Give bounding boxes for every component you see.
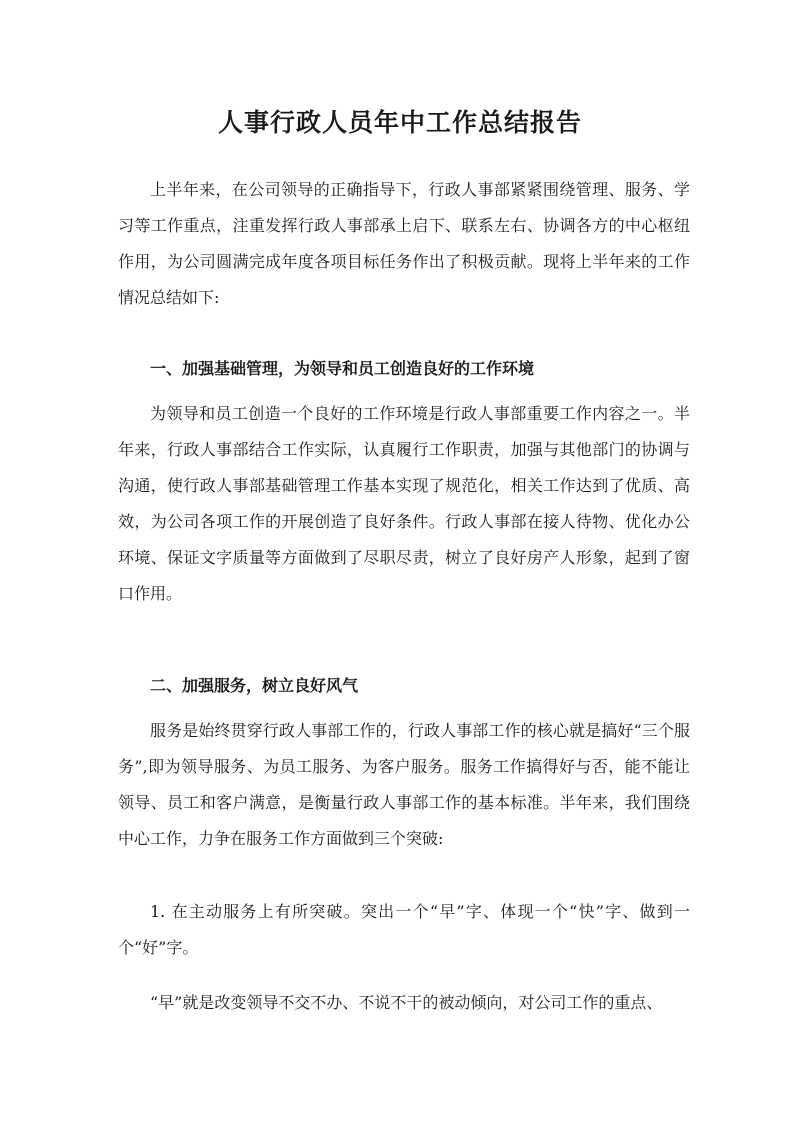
section-heading-2: 二、加强服务，树立良好风气 [150,676,359,695]
section-1-paragraph: 为领导和员工创造一个良好的工作环境是行政人事部重要工作内容之一。半年来，行政人事部结合工作实际，认真履行工作职责，加强与其他部门的协调与沟通，使行政人事部基础管理工作基本实现了规范化，相关工作达到了优质、高效，为公司各项工作的开展创造了良好条件。行政人事部在接人待物、优化办公环境、保证文字质量等方面做到了尽职尽责，树立了良好房产人形象，起到了窗口作用。 [118,404,690,603]
section-2-paragraph: 服务是始终贯穿行政人事部工作的，行政人事部工作的核心就是搞好“三个服务”,即为领导服务、为员工服务、为客户服务。服务工作搞得好与否，能不能让领导、员工和客户满意，是衡量行政人事部工作的基本标准。半年来，我们围绕中心工作，力争在服务工作方面做到三个突破: [118,721,690,848]
section-heading-1: 一、加强基础管理，为领导和员工创造良好的工作环境 [150,359,535,378]
list-item-1: 1. 在主动服务上有所突破。突出一个“早”字、体现一个“快”字、做到一个“好”字。 [118,902,690,957]
list-item-1-detail: “早”就是改变领导不交不办、不说不干的被动倾向，对公司工作的重点、 [150,993,663,1012]
document-title: 人事行政人员年中工作总结报告 [217,108,582,137]
intro-paragraph: 上半年来，在公司领导的正确指导下，行政人事部紧紧围绕管理、服务、学习等工作重点，注重发挥行政人事部承上启下、联系左右、协调各方的中心枢纽作用，为公司圆满完成年度各项目标任务作出了积极贡献。现将上半年来的工作情况总结如下: [118,180,690,307]
